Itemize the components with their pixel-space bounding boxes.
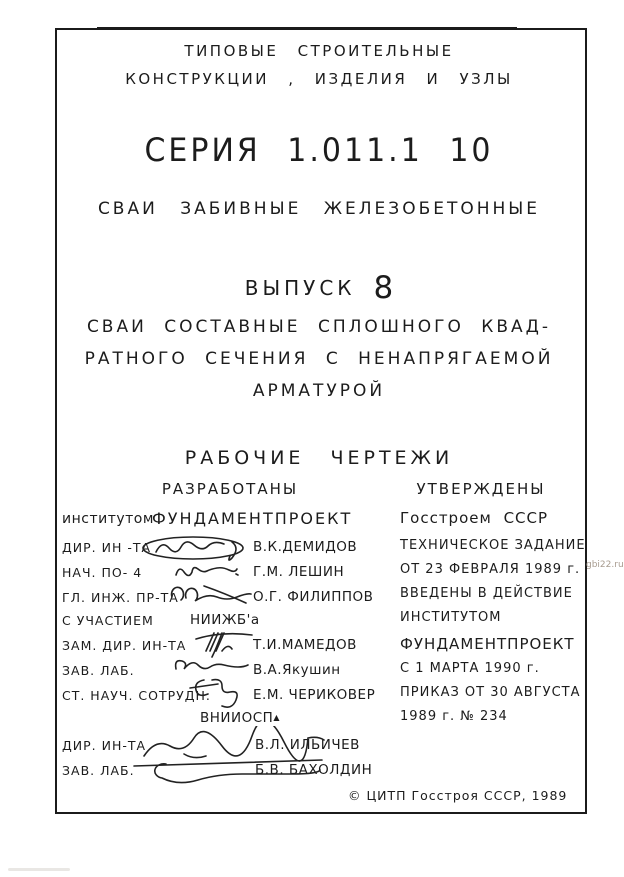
person-name: Е.М. ЧЕРИКОВЕР [253, 687, 376, 703]
approved-line: С 1 МАРТА 1990 г. [400, 661, 540, 676]
header-line-1: ТИПОВЫЕ СТРОИТЕЛЬНЫЕ [184, 42, 454, 60]
series-label: СЕРИЯ [144, 131, 261, 170]
signature-leshin [172, 561, 242, 581]
role-label: ЗАВ. ЛАБ. [62, 663, 135, 678]
document-subtitle: СВАИ ЗАБИВНЫЕ ЖЕЛЕЗОБЕТОННЫЕ [97, 199, 541, 219]
series-line [57, 132, 581, 170]
role-label: ЗАВ. ЛАБ. [62, 763, 135, 778]
working-drawings-heading: РАБОЧИЕ ЧЕРТЕЖИ [184, 447, 454, 469]
approved-line: Госстроем СССР [400, 509, 549, 527]
issue-label: ВЫПУСК [244, 276, 356, 300]
approved-heading: УТВЕРЖДЕНЫ [416, 480, 546, 498]
role-label: С УЧАСТИЕМ [62, 613, 154, 628]
signature-cherikover [188, 676, 256, 708]
signature-filippov [166, 583, 254, 609]
institute-name: ФУНДАМЕНТПРОЕКТ [152, 509, 353, 528]
person-name: В.Л. ИЛЬИЧЕВ [255, 737, 360, 753]
person-name: Г.М. ЛЕШИН [253, 564, 345, 580]
role-label: СТ. НАУЧ. СОТРУДН. [62, 688, 211, 703]
person-name: В.К.ДЕМИДОВ [253, 539, 358, 555]
developed-heading: РАЗРАБОТАНЫ [161, 480, 299, 498]
approved-line: ФУНДАМЕНТПРОЕКТ [400, 635, 575, 653]
title-line-3: АРМАТУРОЙ [252, 381, 386, 401]
person-name: О.Г. ФИЛИППОВ [253, 589, 374, 605]
site-watermark: gbi22.ru [586, 560, 624, 570]
approved-line: ОТ 23 ФЕВРАЛЯ 1989 г. [400, 562, 581, 577]
issue-number: 8 [373, 270, 394, 306]
series-number: 1.011.1 10 [287, 131, 494, 170]
vniiosp-label [130, 710, 350, 726]
person-name: Б.В. БАХОЛДИН [255, 762, 373, 778]
role-label: ДИР. ИН -ТА [62, 540, 152, 555]
role-label: ГЛ. ИНЖ. ПР-ТА [62, 590, 179, 605]
institute-label: институтом [62, 511, 154, 527]
copyright-notice: © ЦИТП Госстроя СССР, 1989 [348, 788, 568, 803]
signature-demidov [140, 534, 252, 562]
participant-name: НИИЖБ'а [190, 612, 260, 628]
signature-bakholdin [130, 754, 330, 786]
vniiosp-text: ВНИИОСП [200, 710, 274, 726]
person-name: Т.И.МАМЕДОВ [253, 637, 357, 653]
approved-line: ИНСТИТУТОМ [400, 610, 502, 625]
approved-line: ТЕХНИЧЕСКОЕ ЗАДАНИЕ [400, 538, 586, 553]
triangle-mark: ▲ [273, 713, 280, 722]
approved-line: ВВЕДЕНЫ В ДЕЙСТВИЕ [400, 586, 573, 601]
issue-line [57, 270, 581, 306]
approved-line: 1989 г. № 234 [400, 709, 508, 724]
person-name: В.А.Якушин [253, 662, 341, 678]
signature-yakushin [170, 653, 250, 677]
role-label: ЗАМ. ДИР. ИН-ТА [62, 638, 187, 653]
role-label: НАЧ. ПО- 4 [62, 565, 143, 580]
title-line-1: СВАИ СОСТАВНЫЕ СПЛОШНОГО КВАД- [86, 317, 552, 337]
title-line-2: РАТНОГО СЕЧЕНИЯ С НЕНАПРЯГАЕМОЙ [84, 349, 554, 369]
role-label: ДИР. ИН-ТА [62, 738, 147, 753]
faint-watermark-smudge [8, 868, 70, 871]
header-line-2: КОНСТРУКЦИИ , ИЗДЕЛИЯ И УЗЛЫ [125, 70, 513, 88]
approved-line: ПРИКАЗ ОТ 30 АВГУСТА [400, 685, 581, 700]
